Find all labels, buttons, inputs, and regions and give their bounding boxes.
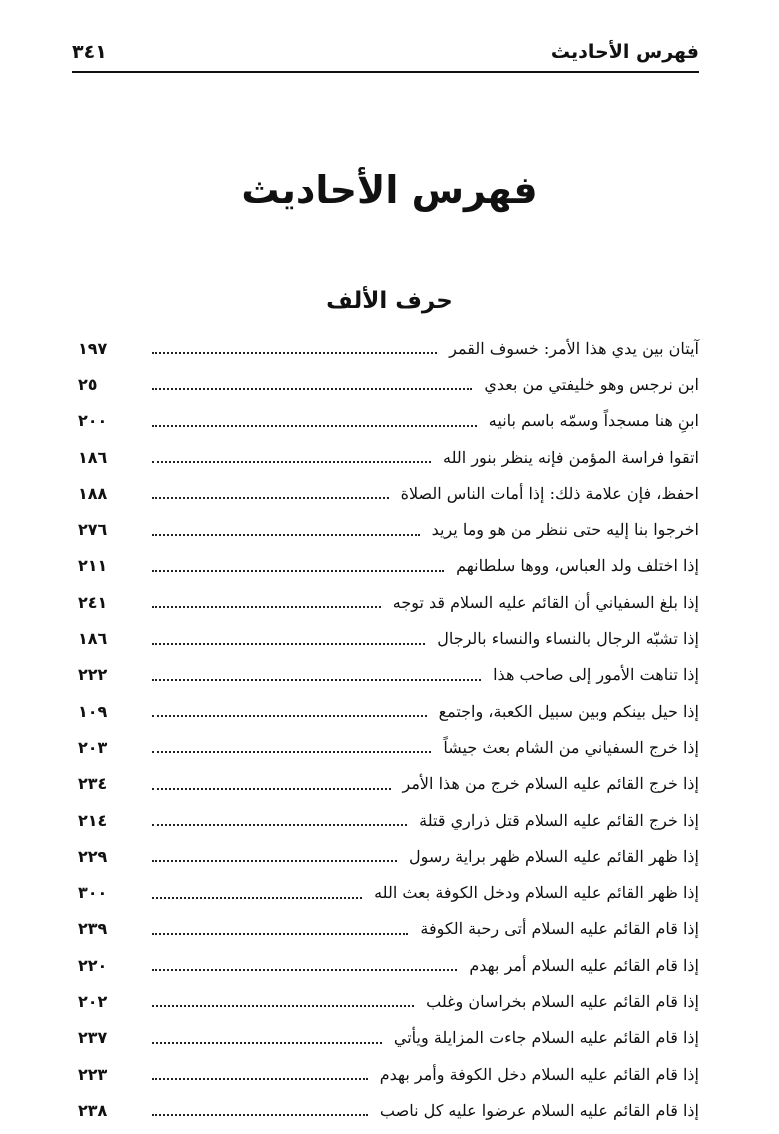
entry-page-number: ١٩٧	[78, 338, 108, 358]
entry-text: ابنِ هنا مسجداً وسمّه باسم بانيه	[488, 411, 699, 431]
leader-dots	[152, 606, 381, 608]
leader-dots	[152, 788, 391, 790]
entry-text: إذا بلغ السفياني أن القائم عليه السلام قد توجه	[392, 592, 699, 612]
index-entry	[78, 766, 699, 802]
entry-text: إذا قام القائم عليه السلام دخل الكوفة وأمر بهدم	[379, 1064, 699, 1084]
entry-text: احفظ، فإن علامة ذلك: إذا أمات الناس الصلاة	[400, 483, 699, 503]
leader-dots	[152, 897, 362, 899]
entry-text: إذا قام القائم عليه السلام أتى رحبة الكوفة	[420, 919, 699, 939]
entry-page-number: ١٠٩	[78, 701, 108, 721]
index-entry	[78, 693, 699, 729]
entry-page-number: ٢١١	[78, 556, 108, 576]
entry-page-number: ٢٠٢	[78, 991, 108, 1011]
entry-page-number: ٢٠٣	[78, 737, 108, 757]
index-entry	[78, 403, 699, 439]
leader-dots	[152, 933, 408, 935]
leader-dots	[152, 860, 397, 862]
index-entry	[78, 983, 699, 1019]
index-entries	[78, 330, 699, 1129]
page-number: ٣٤١	[72, 41, 107, 63]
leader-dots	[152, 534, 420, 536]
page-title: فهرس الأحاديث	[241, 168, 538, 212]
index-entry	[78, 584, 699, 620]
leader-dots	[152, 425, 477, 427]
index-entry	[78, 511, 699, 547]
index-entry	[78, 548, 699, 584]
entry-page-number: ٢٣٨	[78, 1100, 108, 1120]
index-entry	[78, 911, 699, 947]
index-entry	[78, 366, 699, 402]
entry-text: اخرجوا بنا إليه حتى ننظر من هو وما يريد	[431, 520, 699, 540]
index-entry	[78, 1056, 699, 1092]
index-entry	[78, 439, 699, 475]
leader-dots	[152, 1042, 382, 1044]
entry-text: إذا تشبّه الرجال بالنساء والنساء بالرجال	[437, 629, 699, 649]
entry-page-number: ٢١٤	[78, 810, 108, 830]
entry-page-number: ١٨٦	[78, 447, 108, 467]
entry-text: إذا خرج السفياني من الشام بعث جيشاً	[443, 737, 699, 757]
leader-dots	[152, 1005, 414, 1007]
entry-text: إذا اختلف ولد العباس، ووها سلطانهم	[456, 556, 699, 576]
entry-page-number: ٢٣٤	[78, 774, 108, 794]
index-entry	[78, 330, 699, 366]
entry-page-number: ٢٤١	[78, 592, 108, 612]
entry-text: إذا قام القائم عليه السلام جاءت المزايلة ويأتي	[393, 1028, 699, 1048]
entry-text: إذا خرج القائم عليه السلام خرج من هذا الأمر	[402, 774, 699, 794]
header-rule	[72, 71, 699, 73]
entry-text: إذا قام القائم عليه السلام أمر بهدم	[469, 955, 699, 975]
section-title: حرف الألف	[326, 288, 453, 314]
index-entry	[78, 874, 699, 910]
entry-page-number: ٢٧٦	[78, 520, 108, 540]
running-header	[72, 28, 699, 62]
entry-text: إذا ظهر القائم عليه السلام ظهر براية رسول	[409, 846, 699, 866]
index-entry	[78, 475, 699, 511]
index-entry	[78, 620, 699, 656]
index-entry	[78, 947, 699, 983]
entry-page-number: ٢٢٢	[78, 665, 108, 685]
entry-page-number: ٢٢٠	[78, 955, 108, 975]
entry-page-number: ١٨٨	[78, 483, 108, 503]
leader-dots	[152, 679, 481, 681]
entry-page-number: ٢٣٧	[78, 1028, 108, 1048]
leader-dots	[152, 388, 472, 390]
index-entry	[78, 729, 699, 765]
entry-page-number: ١٨٦	[78, 629, 108, 649]
running-title: فهرس الأحاديث	[550, 41, 699, 63]
leader-dots	[152, 824, 407, 826]
entry-text: إذا تناهت الأمور إلى صاحب هذا	[493, 665, 699, 685]
index-entry	[78, 1020, 699, 1056]
leader-dots	[152, 1114, 368, 1116]
entry-page-number: ٢٣٩	[78, 919, 108, 939]
entry-page-number: ٣٠٠	[78, 883, 108, 903]
entry-text: إذا خرج القائم عليه السلام قتل ذراري قتلة	[419, 810, 699, 830]
entry-text: إذا قام القائم عليه السلام بخراسان وغلب	[426, 991, 699, 1011]
leader-dots	[152, 751, 431, 753]
index-entry	[78, 657, 699, 693]
leader-dots	[152, 570, 444, 572]
index-entry	[78, 838, 699, 874]
entry-text: إذا قام القائم عليه السلام عرضوا عليه كل ناصب	[379, 1100, 699, 1120]
leader-dots	[152, 352, 437, 354]
entry-page-number: ٢٢٣	[78, 1064, 108, 1084]
entry-page-number: ٢٥	[78, 374, 98, 394]
leader-dots	[152, 497, 389, 499]
entry-text: ابن نرجس وهو خليفتي من بعدي	[484, 374, 699, 394]
index-entry	[78, 802, 699, 838]
entry-page-number: ٢٠٠	[78, 411, 108, 431]
leader-dots	[152, 969, 457, 971]
entry-text: إذا ظهر القائم عليه السلام ودخل الكوفة بعث الله	[374, 883, 699, 903]
leader-dots	[152, 643, 425, 645]
entry-page-number: ٢٢٩	[78, 846, 108, 866]
leader-dots	[152, 1078, 368, 1080]
leader-dots	[152, 715, 427, 717]
entry-text: آيتان بين يدي هذا الأمر: خسوف القمر	[449, 338, 699, 358]
leader-dots	[152, 461, 431, 463]
entry-text: إذا حيل بينكم وبين سبيل الكعبة، واجتمع	[438, 701, 699, 721]
index-entry	[78, 1092, 699, 1128]
entry-text: اتقوا فراسة المؤمن فإنه ينظر بنور الله	[443, 447, 699, 467]
